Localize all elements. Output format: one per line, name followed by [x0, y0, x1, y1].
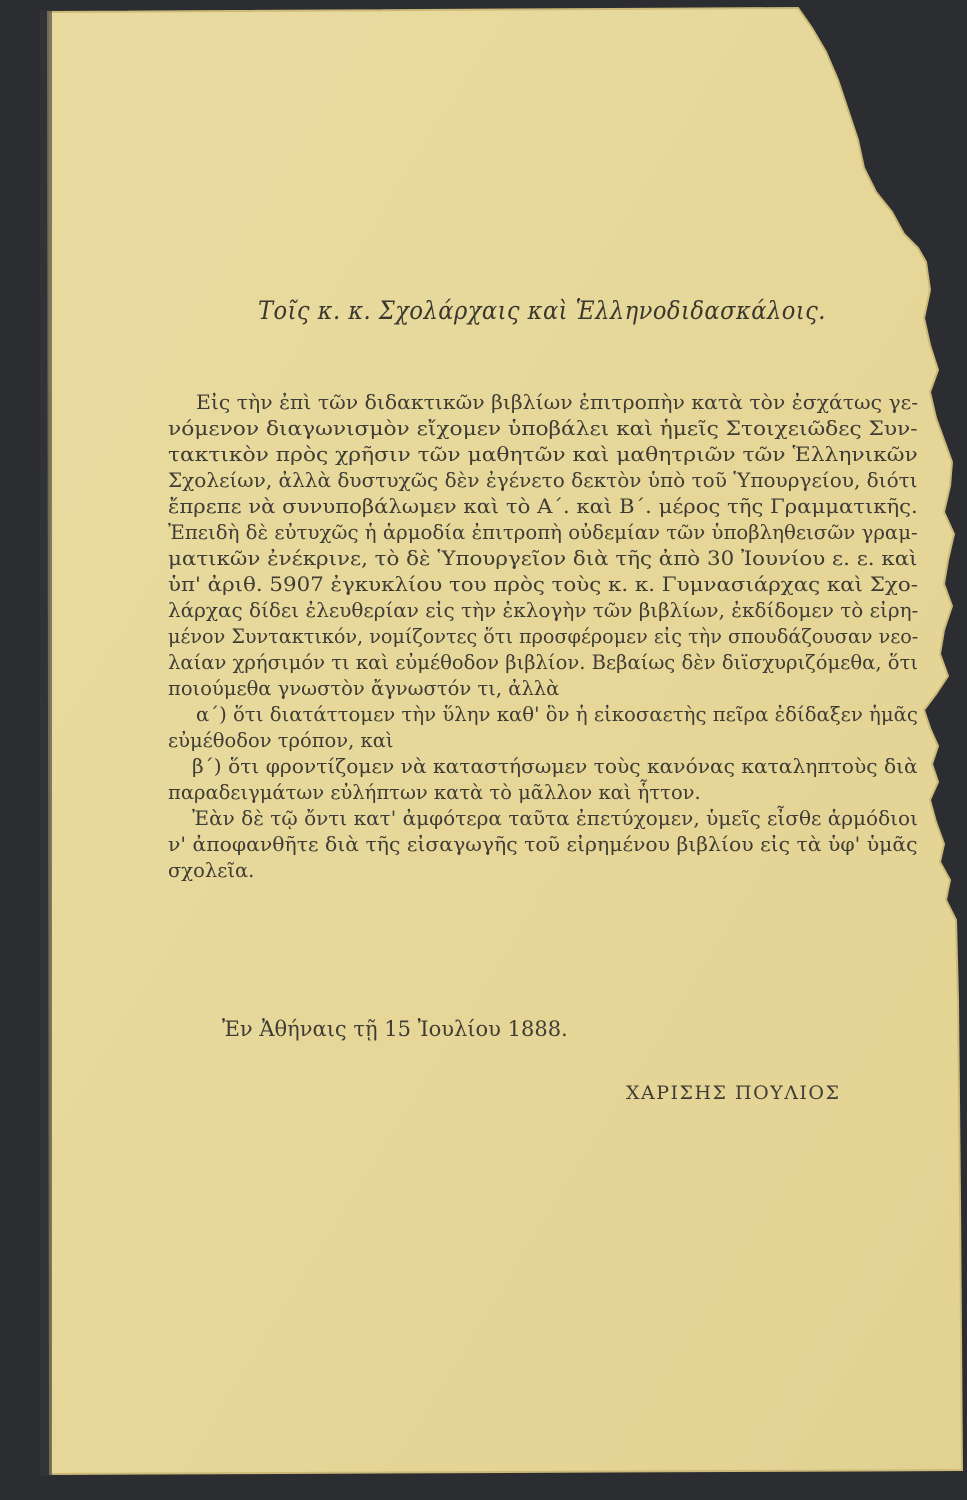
body-line: Ἐὰν δὲ τῷ ὄντι κατ' ἀμφότερα ταῦτα ἐπετύχομεν, ὑμεῖς εἶσθε ἁρμόδιοι	[192, 807, 918, 830]
body-line: Ἐπειδὴ δὲ εὐτυχῶς ἡ ἁρμοδία ἐπιτροπὴ οὐδεμίαν τῶν ὑποβληθεισῶν γραμ-	[168, 521, 918, 544]
body-line: μένον Συντακτικόν, νομίζοντες ὅτι προσφέρομεν εἰς τὴν σπουδάζουσαν νεο-	[168, 625, 919, 648]
body-line: ποιούμεθα γνωστὸν ἄγνωστόν τι, ἀλλὰ	[168, 677, 560, 700]
body-line: λάρχας δίδει ἐλευθερίαν εἰς τὴν ἐκλογὴν τῶν βιβλίων, ἐκδίδομεν τὸ εἰρη-	[168, 599, 919, 622]
body-line: ὑπ' ἀριθ. 5907 ἐγκυκλίου του πρὸς τοὺς κ. κ. Γυμνασιάρχας καὶ Σχο-	[168, 573, 918, 596]
body-line: Σχολείων, ἀλλὰ δυστυχῶς δὲν ἐγένετο δεκτὸν ὑπὸ τοῦ Ὑπουργείου, διότι	[168, 469, 918, 492]
body-line: β΄) ὅτι φροντίζομεν νὰ καταστήσωμεν τοὺς κανόνας καταληπτοὺς διὰ	[192, 755, 918, 778]
date-line: Ἐν Ἀθήναις τῇ 15 Ἰουλίου 1888.	[222, 1017, 568, 1041]
body-line: νόμενον διαγωνισμὸν εἴχομεν ὑποβάλει καὶ ἡμεῖς Στοιχειῶδες Συν-	[168, 417, 918, 440]
body-line: λαίαν χρήσιμόν τι καὶ εὐμέθοδον βιβλίον. Βεβαίως δὲν διϊσχυριζόμεθα, ὅτι	[168, 651, 919, 674]
body-line: ματικῶν ἐνέκρινε, τὸ δὲ Ὑπουργεῖον διὰ τῆς ἀπὸ 30 Ἰουνίου ε. ε. καὶ	[168, 547, 918, 570]
signature: ΧΑΡΙΣΗΣ ΠΟΥΛΙΟΣ	[626, 1082, 841, 1104]
body-line: εὐμέθοδον τρόπον, καὶ	[168, 729, 394, 752]
body-line: ν' ἀποφανθῆτε διὰ τῆς εἰσαγωγῆς τοῦ εἰρημένου βιβλίου εἰς τὰ ὑφ' ὑμᾶς	[168, 833, 918, 856]
letter-heading: Τοῖς κ. κ. Σχολάρχαις καὶ Ἑλληνοδιδασκάλοις.	[258, 296, 826, 325]
body-line: σχολεῖα.	[168, 859, 255, 882]
body-line: τακτικὸν πρὸς χρῆσιν τῶν μαθητῶν καὶ μαθητριῶν τῶν Ἑλληνικῶν	[168, 443, 918, 466]
body-line: α΄) ὅτι διατάττομεν τὴν ὕλην καθ' ὃν ἡ εἰκοσαετὴς πεῖρα ἐδίδαξεν ἡμᾶς	[196, 703, 918, 726]
body-line: παραδειγμάτων εὐλήπτων κατὰ τὸ μᾶλλον καὶ ἧττον.	[168, 781, 701, 804]
body-line: ἔπρεπε νὰ συνυποβάλωμεν καὶ τὸ Α΄. καὶ Β΄. μέρος τῆς Γραμματικῆς.	[168, 495, 918, 518]
body-line: Εἰς τὴν ἐπὶ τῶν διδακτικῶν βιβλίων ἐπιτροπὴν κατὰ τὸν ἐσχάτως γε-	[196, 391, 919, 414]
